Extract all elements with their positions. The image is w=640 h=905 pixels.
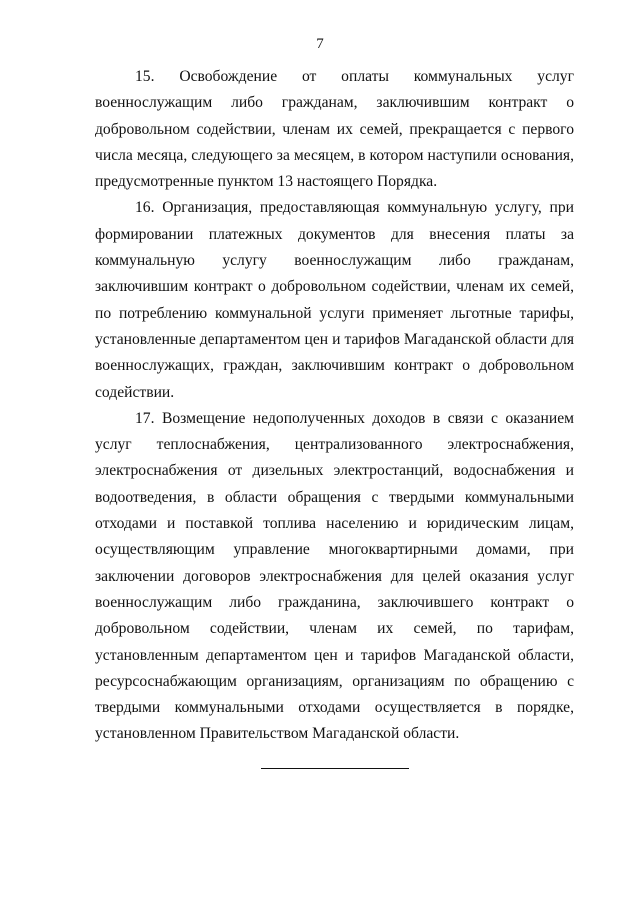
paragraph-16: 16. Организация, предоставляющая коммунальную услугу, при формировании платежных документов для внесения платы за коммунальную услугу военнослужащим либо гражданам, заключившим контракт о добровольном содействии, членам их семей, по потреблению коммунальной услуги применяет льготные тарифы, установленные департаментом цен и тарифов Магаданской области для военнослужащих, граждан, заключившим контракт о добровольном содействии. [95,199,574,401]
paragraph-17: 17. Возмещение недополученных доходов в связи с оказанием услуг теплоснабжения, централизованного электроснабжения, электроснабжения от дизельных электростанций, водоснабжения и водоотведения, в области обращения с твердыми коммунальными отходами и поставкой топлива населению и юридическим лицам, осуществляющим управление многоквартирными домами, при заключении договоров электроснабжения для целей оказания услуг военнослужащим либо гражданина, заключившего контракт о добровольном содействии, членам их семей, по тарифам, установленным департаментом цен и тарифов Магаданской области, ресурсоснабжающим организациям, организациям по обращению с твердыми коммунальными отходами осуществляется в порядке, установленном Правительством Магаданской области. [95,409,574,743]
paragraph-15: 15. Освобождение от оплаты коммунальных услуг военнослужащим либо гражданам, заключившим контракт о добровольном содействии, членам их семей, прекращается с первого числа месяца, следующего за месяцем, в котором наступили основания, предусмотренные пунктом 13 настоящего Порядка. [95,68,574,191]
document-body [95,64,574,748]
end-of-document-rule [261,768,409,769]
page-number: 7 [316,36,324,52]
